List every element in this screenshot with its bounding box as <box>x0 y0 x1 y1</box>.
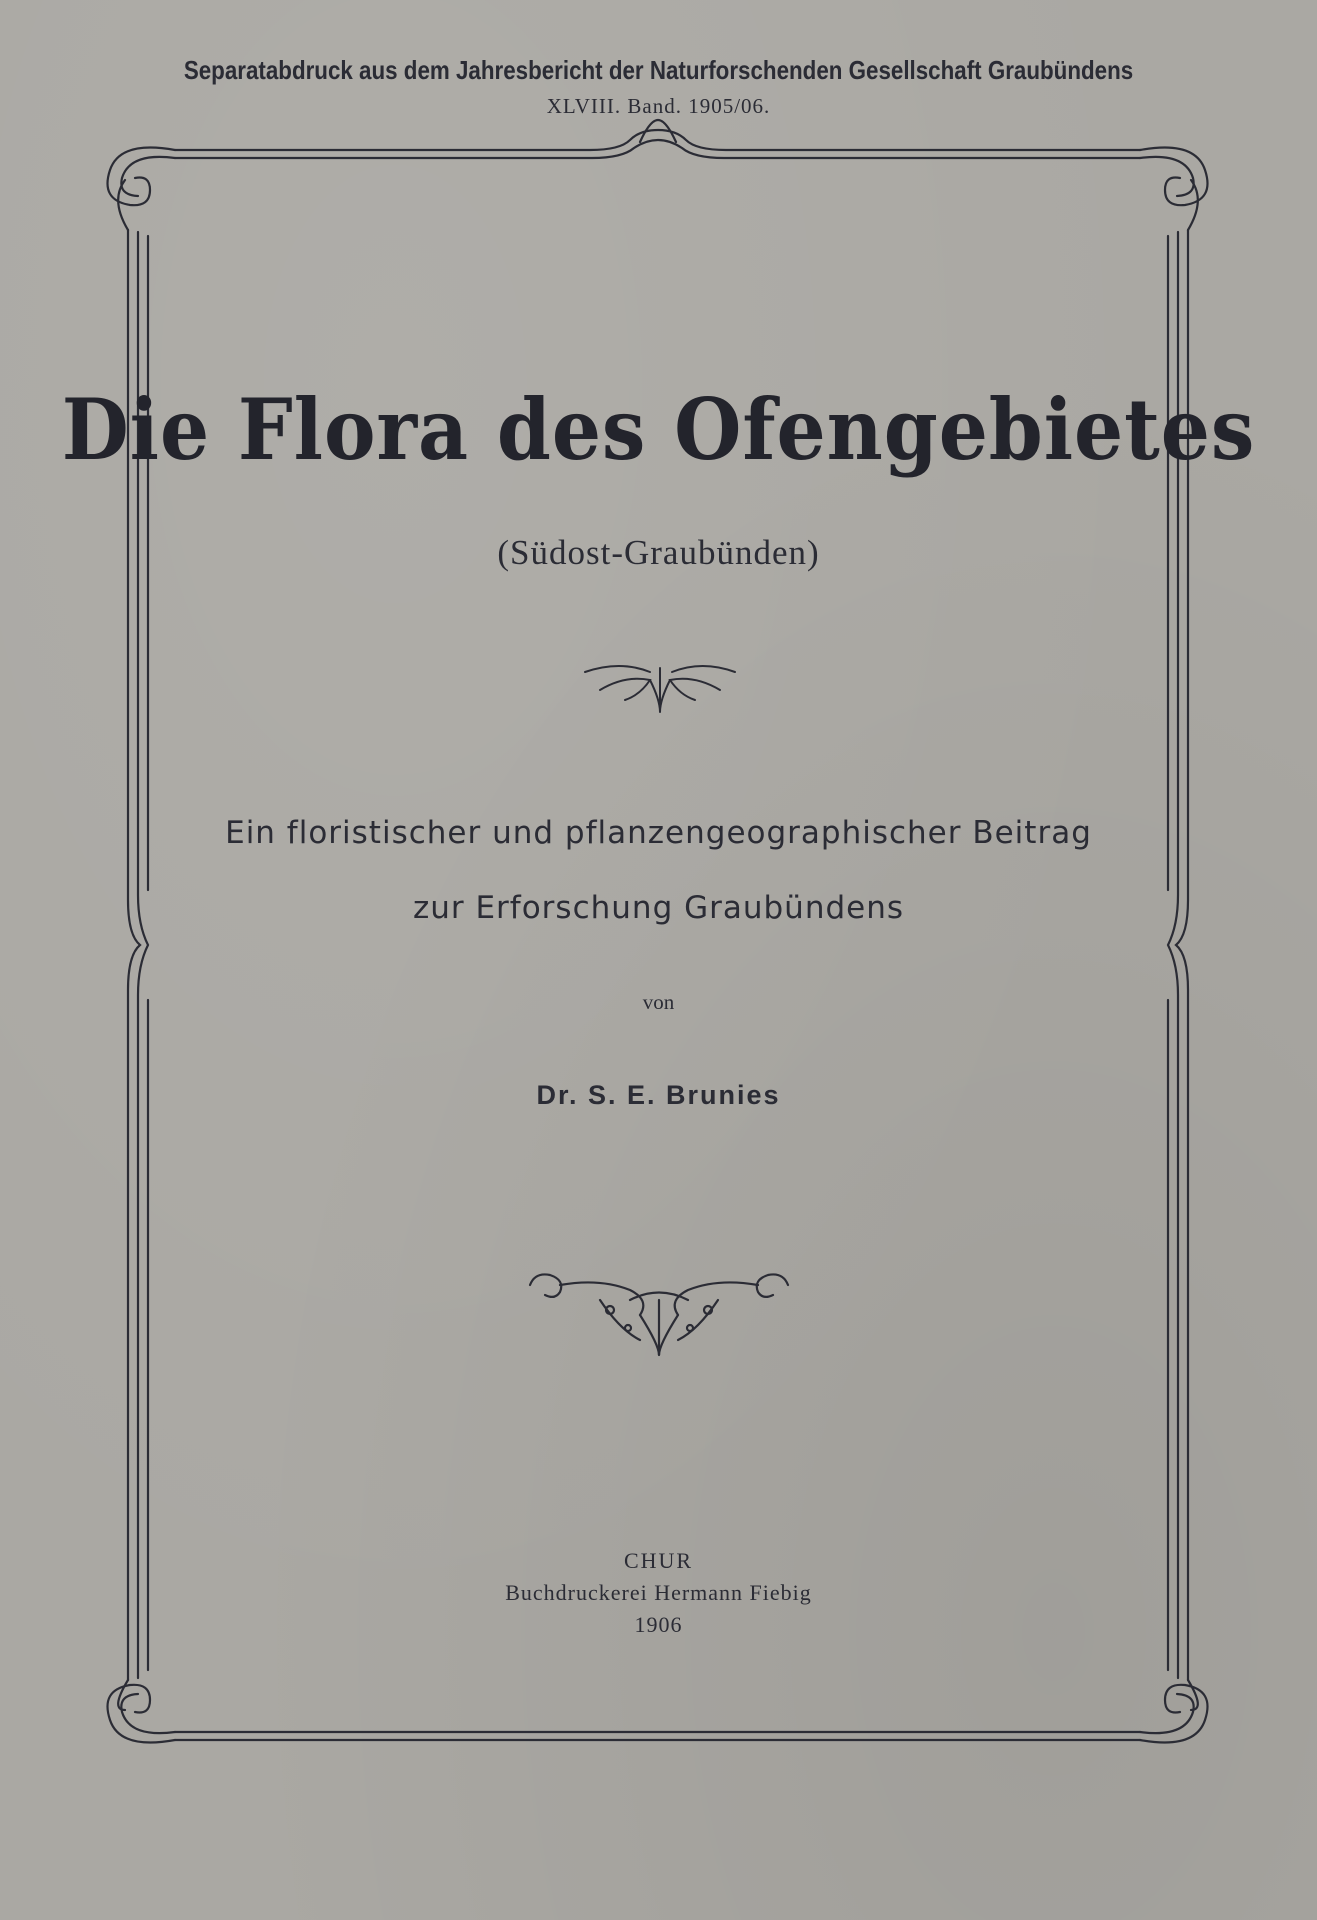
description-line-2: zur Erforschung Graubündens <box>412 890 905 926</box>
description-line-1: Ein floristischer und pflanzengeographischer Beitrag <box>225 815 1092 851</box>
fleuron-large-icon <box>530 1274 788 1355</box>
page-title: Die Flora des Ofengebietes <box>61 380 1256 479</box>
fleuron-small-icon <box>585 666 735 712</box>
byline-von: von <box>642 990 675 1014</box>
subtitle: (Südost-Graubünden) <box>497 533 820 572</box>
volume-info: XLVIII. Band. 1905/06. <box>546 94 771 118</box>
imprint-city: CHUR <box>623 1548 694 1573</box>
author-name: Dr. S. E. Brunies <box>536 1080 781 1110</box>
reprint-note: Separatabdruck aus dem Jahresbericht der Naturforschenden Gesellschaft Graubündens <box>183 55 1134 85</box>
imprint-printer: Buchdruckerei Hermann Fiebig <box>505 1580 812 1605</box>
imprint-year: 1906 <box>634 1612 683 1637</box>
